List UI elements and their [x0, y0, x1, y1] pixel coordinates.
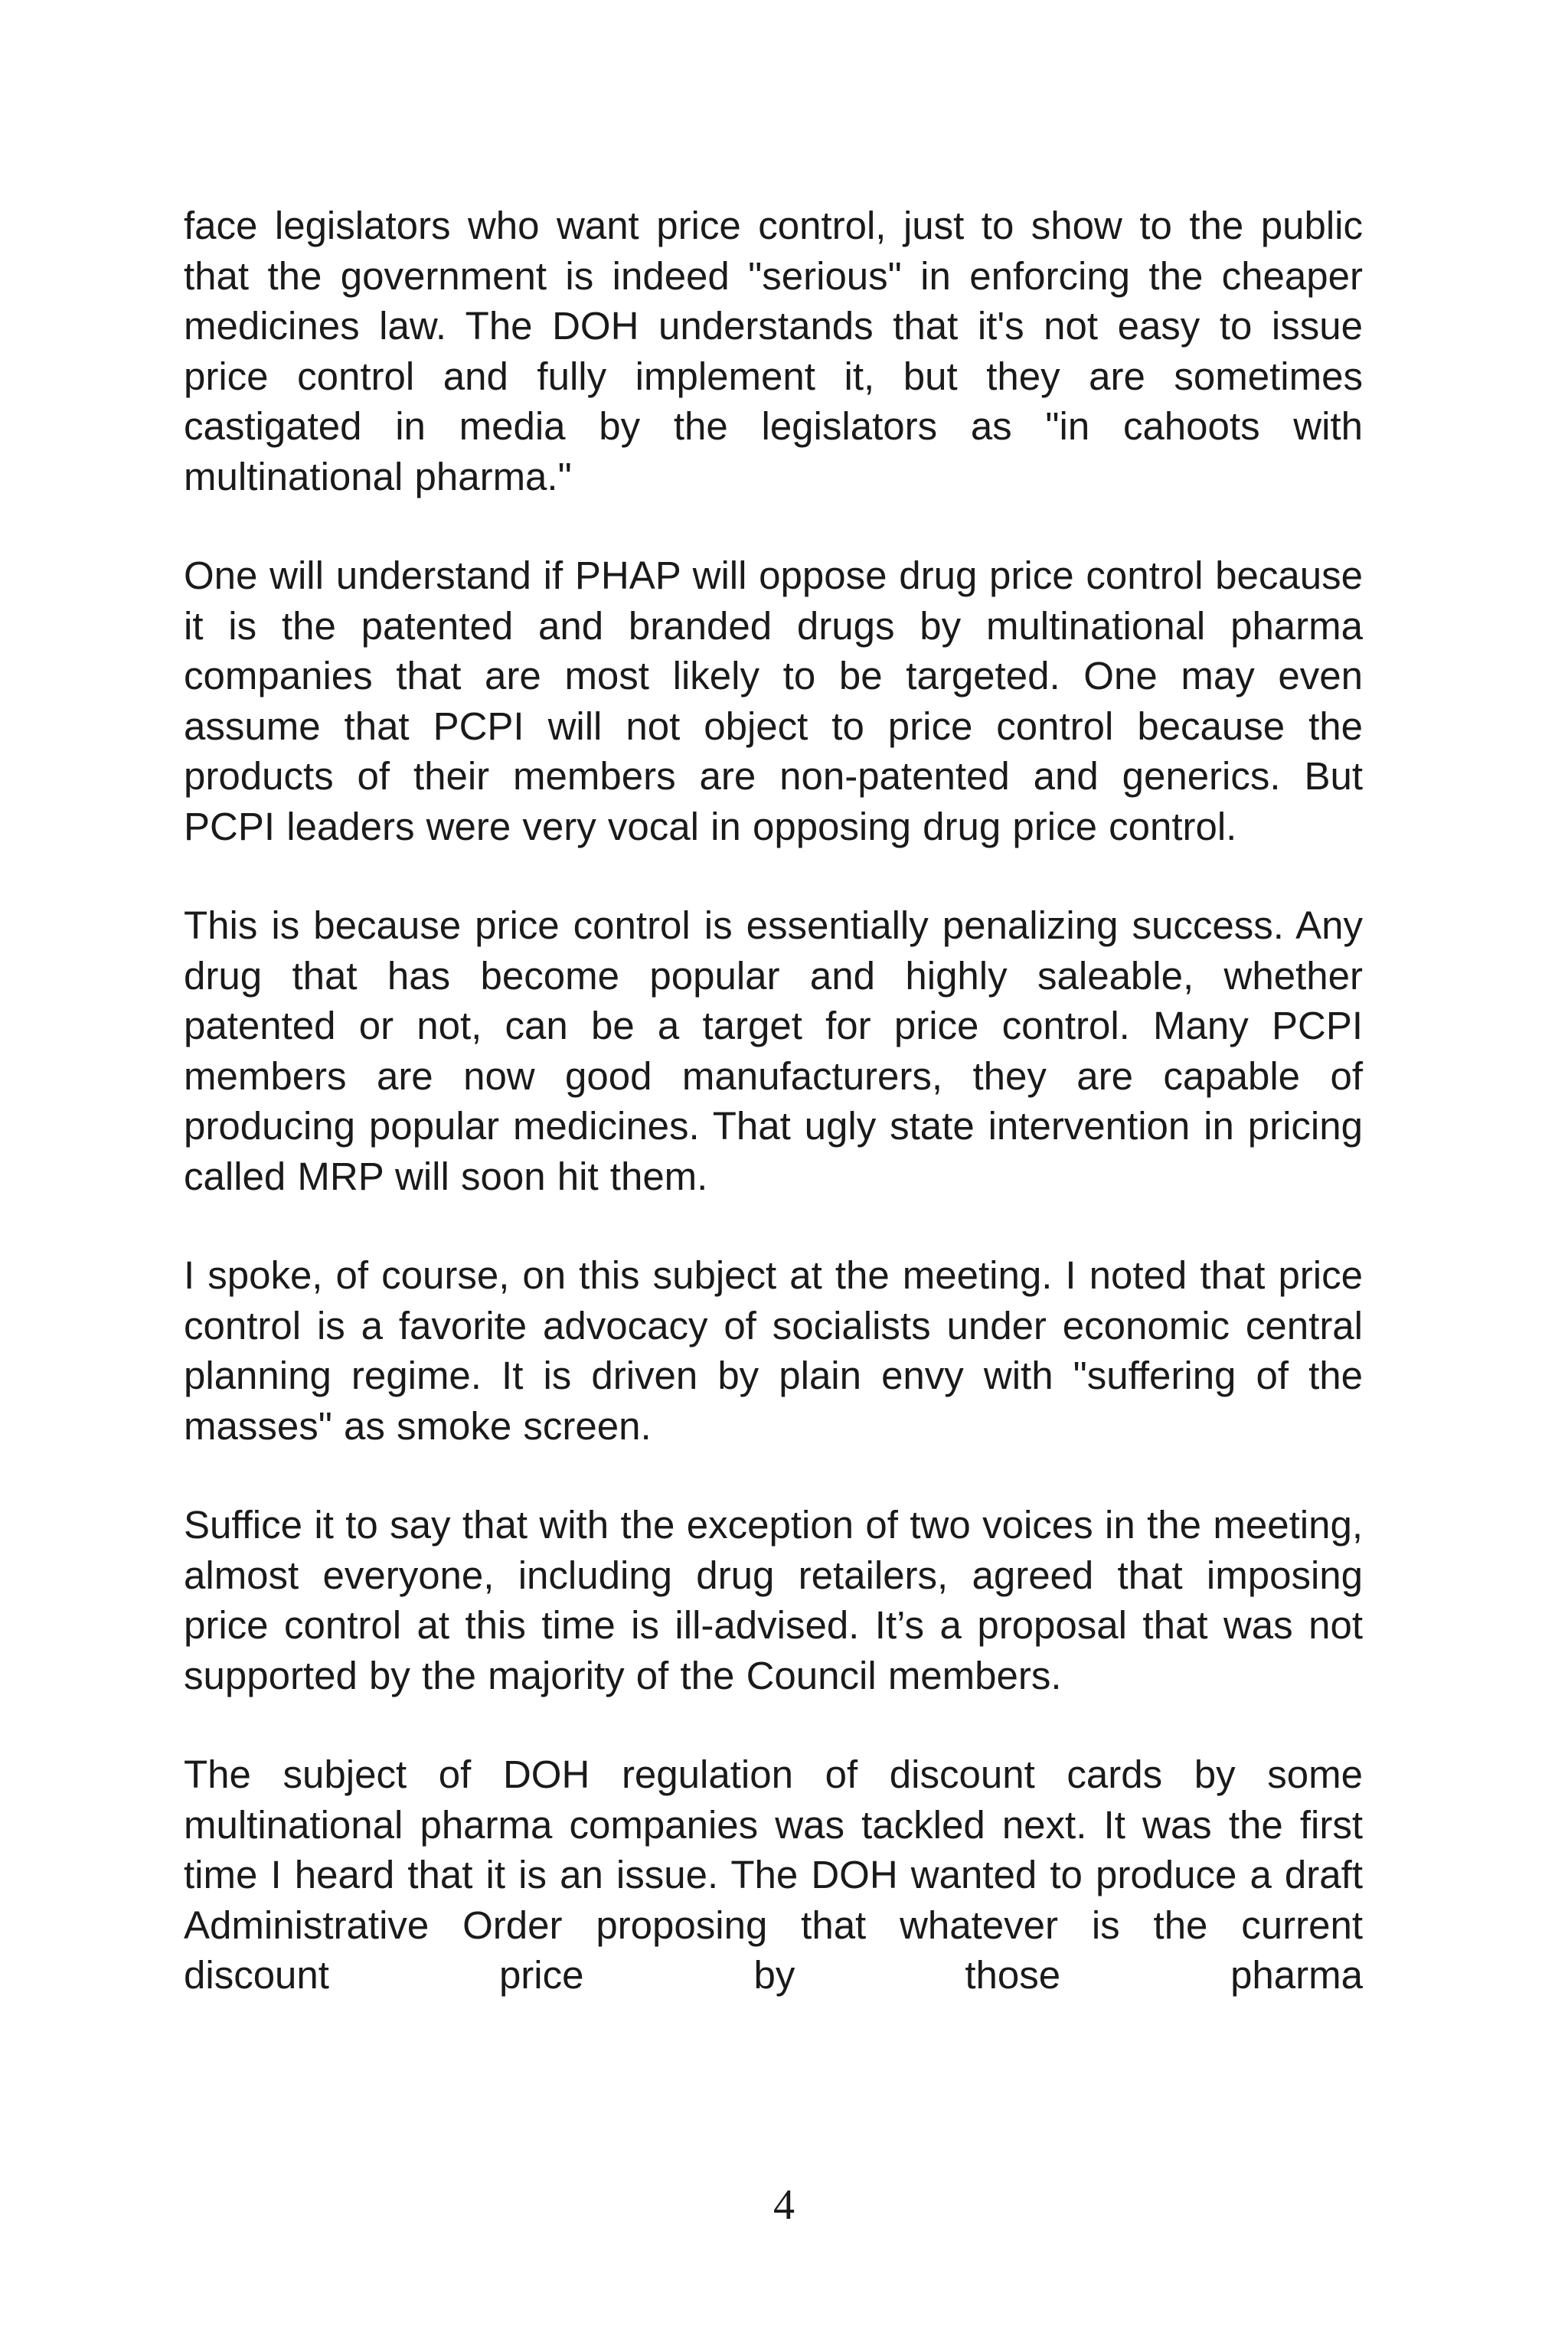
paragraph-4: I spoke, of course, on this subject at the meeting. I noted that price control is a favorite advocacy of socialists under economic central planning regime. It is driven by plain envy with "suffering of the masses" as smoke screen.	[184, 1253, 1363, 1448]
paragraph-3: This is because price control is essentially penalizing success. Any drug that has become popular and highly saleable, whether patented or not, can be a target for price control. Many PCPI members are now good manufacturers, they are capable of producing popular medicines. That ugly state intervention in pricing called MRP will soon hit them.	[184, 903, 1363, 1198]
paragraph-2: One will understand if PHAP will oppose drug price control because it is the patented and branded drugs by multinational pharma companies that are most likely to be targeted. One may even assume that PCPI will not object to price control because the products of their members are non-patented and generics. But PCPI leaders were very vocal in opposing drug price control.	[184, 554, 1363, 848]
paragraph-5: Suffice it to say that with the exception of two voices in the meeting, almost everyone, including drug retailers, agreed that imposing price control at this time is ill-advised. It’s a proposal that was not supported by the majority of the Council members.	[184, 1503, 1363, 1697]
paragraph-1: face legislators who want price control, just to show to the public that the government is indeed "serious" in enforcing the cheaper medicines law. The DOH understands that it's not easy to issue price control and fully implement it, but they are sometimes castigated in media by the legislators as "in cahoots with multinational pharma."	[184, 204, 1363, 498]
paragraph-6: The subject of DOH regulation of discount cards by some multinational pharma companies was tackled next. It was the first time I heard that it is an issue. The DOH wanted to produce a draft Administrative Order proposing that whatever is the current discount price by those pharma	[184, 1753, 1363, 1997]
body-text	[184, 201, 1363, 2001]
page-number: 4	[773, 2181, 795, 2229]
